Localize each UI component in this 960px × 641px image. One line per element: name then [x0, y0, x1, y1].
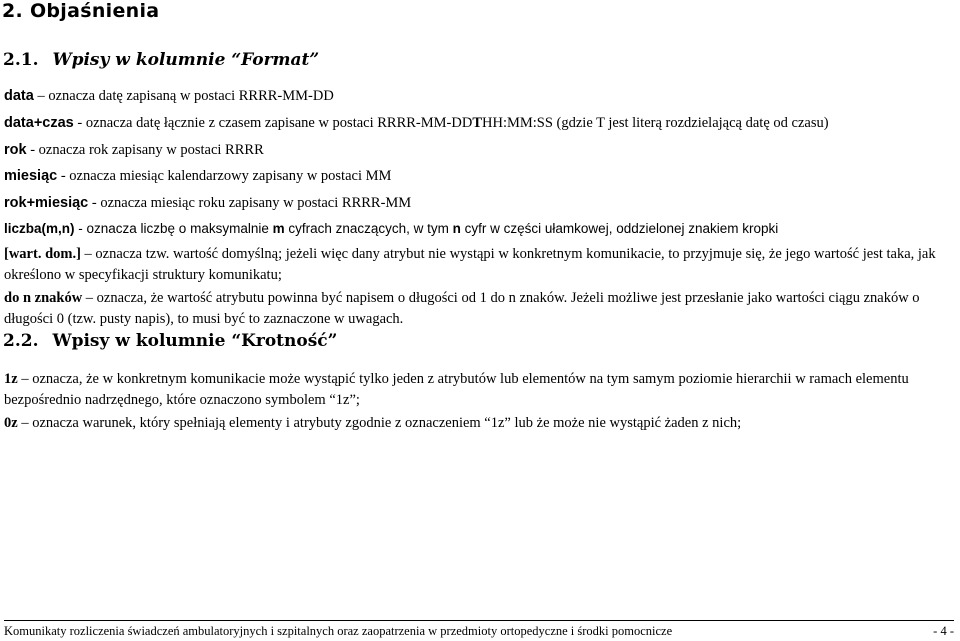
description: – oznacza tzw. wartość domyślną; jeżeli więc dany atrybut nie wystąpi w konkretnym komunikacie, to przyjmuje się, że jego wartość jest taka, jak określono w specyfikacji struktury komunikatu; [4, 246, 936, 283]
format-entry-data-czas [4, 113, 956, 134]
description: - oznacza miesiąc roku zapisany w postaci RRRR-MM [88, 195, 412, 211]
term: miesiąc [4, 168, 58, 184]
description-cont-2: cyfr w części ułamkowej, oddzielonej znakiem kropki [460, 221, 779, 236]
term: data [4, 88, 34, 104]
section-heading-krotnosc [3, 331, 337, 351]
description-bold: m [272, 221, 285, 236]
description-bold: T [472, 115, 482, 131]
section-title: Wpisy w kolumnie “Krotność” [52, 331, 338, 351]
description: - oznacza rok zapisany w postaci RRRR [26, 142, 264, 158]
page-heading: 2. Objaśnienia [2, 0, 160, 22]
krotnosc-entry-1z [4, 369, 956, 411]
term: liczba(m,n) [4, 221, 75, 236]
description: - oznacza liczbę o maksymalnie [74, 221, 273, 236]
term: rok+miesiąc [4, 195, 89, 211]
format-entry-do-n-znakow [4, 288, 956, 330]
krotnosc-entry-0z [4, 413, 956, 434]
term: do n znaków [4, 290, 83, 306]
footer-title: Komunikaty rozliczenia świadczeń ambulatoryjnych i szpitalnych oraz zaopatrzenia w przedmioty ortopedyczne i środki pomocnicze [4, 624, 673, 638]
description: – oznacza datę zapisaną w postaci RRRR-MM-DD [33, 88, 334, 104]
section-title: Wpisy w kolumnie “Format” [52, 50, 320, 70]
format-entry-miesiac [4, 166, 956, 187]
term: 1z [4, 371, 18, 387]
description: – oznacza, że w konkretnym komunikacie może wystąpić tylko jeden z atrybutów lub elementów na tym samym poziomie hierarchii w ramach elementu bezpośrednio nadrzędnego, które oznaczono symbolem “1z”; [4, 371, 909, 408]
description: - oznacza miesiąc kalendarzowy zapisany w postaci MM [57, 168, 392, 184]
page-number: - 4 - [933, 624, 954, 638]
description-cont: cyfrach znaczących, w tym [284, 221, 453, 236]
format-entry-rok [4, 140, 956, 161]
format-entry-data [4, 86, 956, 107]
section-number: 2.1. [3, 50, 39, 70]
description-bold-2: n [452, 221, 461, 236]
term: rok [4, 142, 27, 158]
section-number: 2.2. [3, 331, 39, 351]
page-footer [4, 620, 954, 641]
term: data+czas [4, 115, 74, 131]
description-cont: HH:MM:SS (gdzie T jest literą rozdzielającą datę od czasu) [482, 115, 829, 131]
format-entry-rok-miesiac [4, 193, 956, 214]
description: – oznacza warunek, który spełniają elementy i atrybuty zgodnie z oznaczeniem “1z” lub że może nie wystąpić żaden z nich; [17, 415, 742, 431]
section-heading-format [3, 50, 319, 70]
description: – oznacza, że wartość atrybutu powinna być napisem o długości od 1 do n znaków. Jeżeli możliwe jest przesłanie jako wartości ciągu znaków o długości 0 (tzw. pusty napis), to musi być to zaznaczone w uwagach. [4, 290, 920, 327]
format-entry-liczba [4, 218, 956, 239]
format-entry-wart-dom [4, 244, 956, 286]
term: 0z [4, 415, 18, 431]
description: - oznacza datę łącznie z czasem zapisane w postaci RRRR-MM-DD [73, 115, 473, 131]
term: [wart. dom.] [4, 246, 81, 262]
